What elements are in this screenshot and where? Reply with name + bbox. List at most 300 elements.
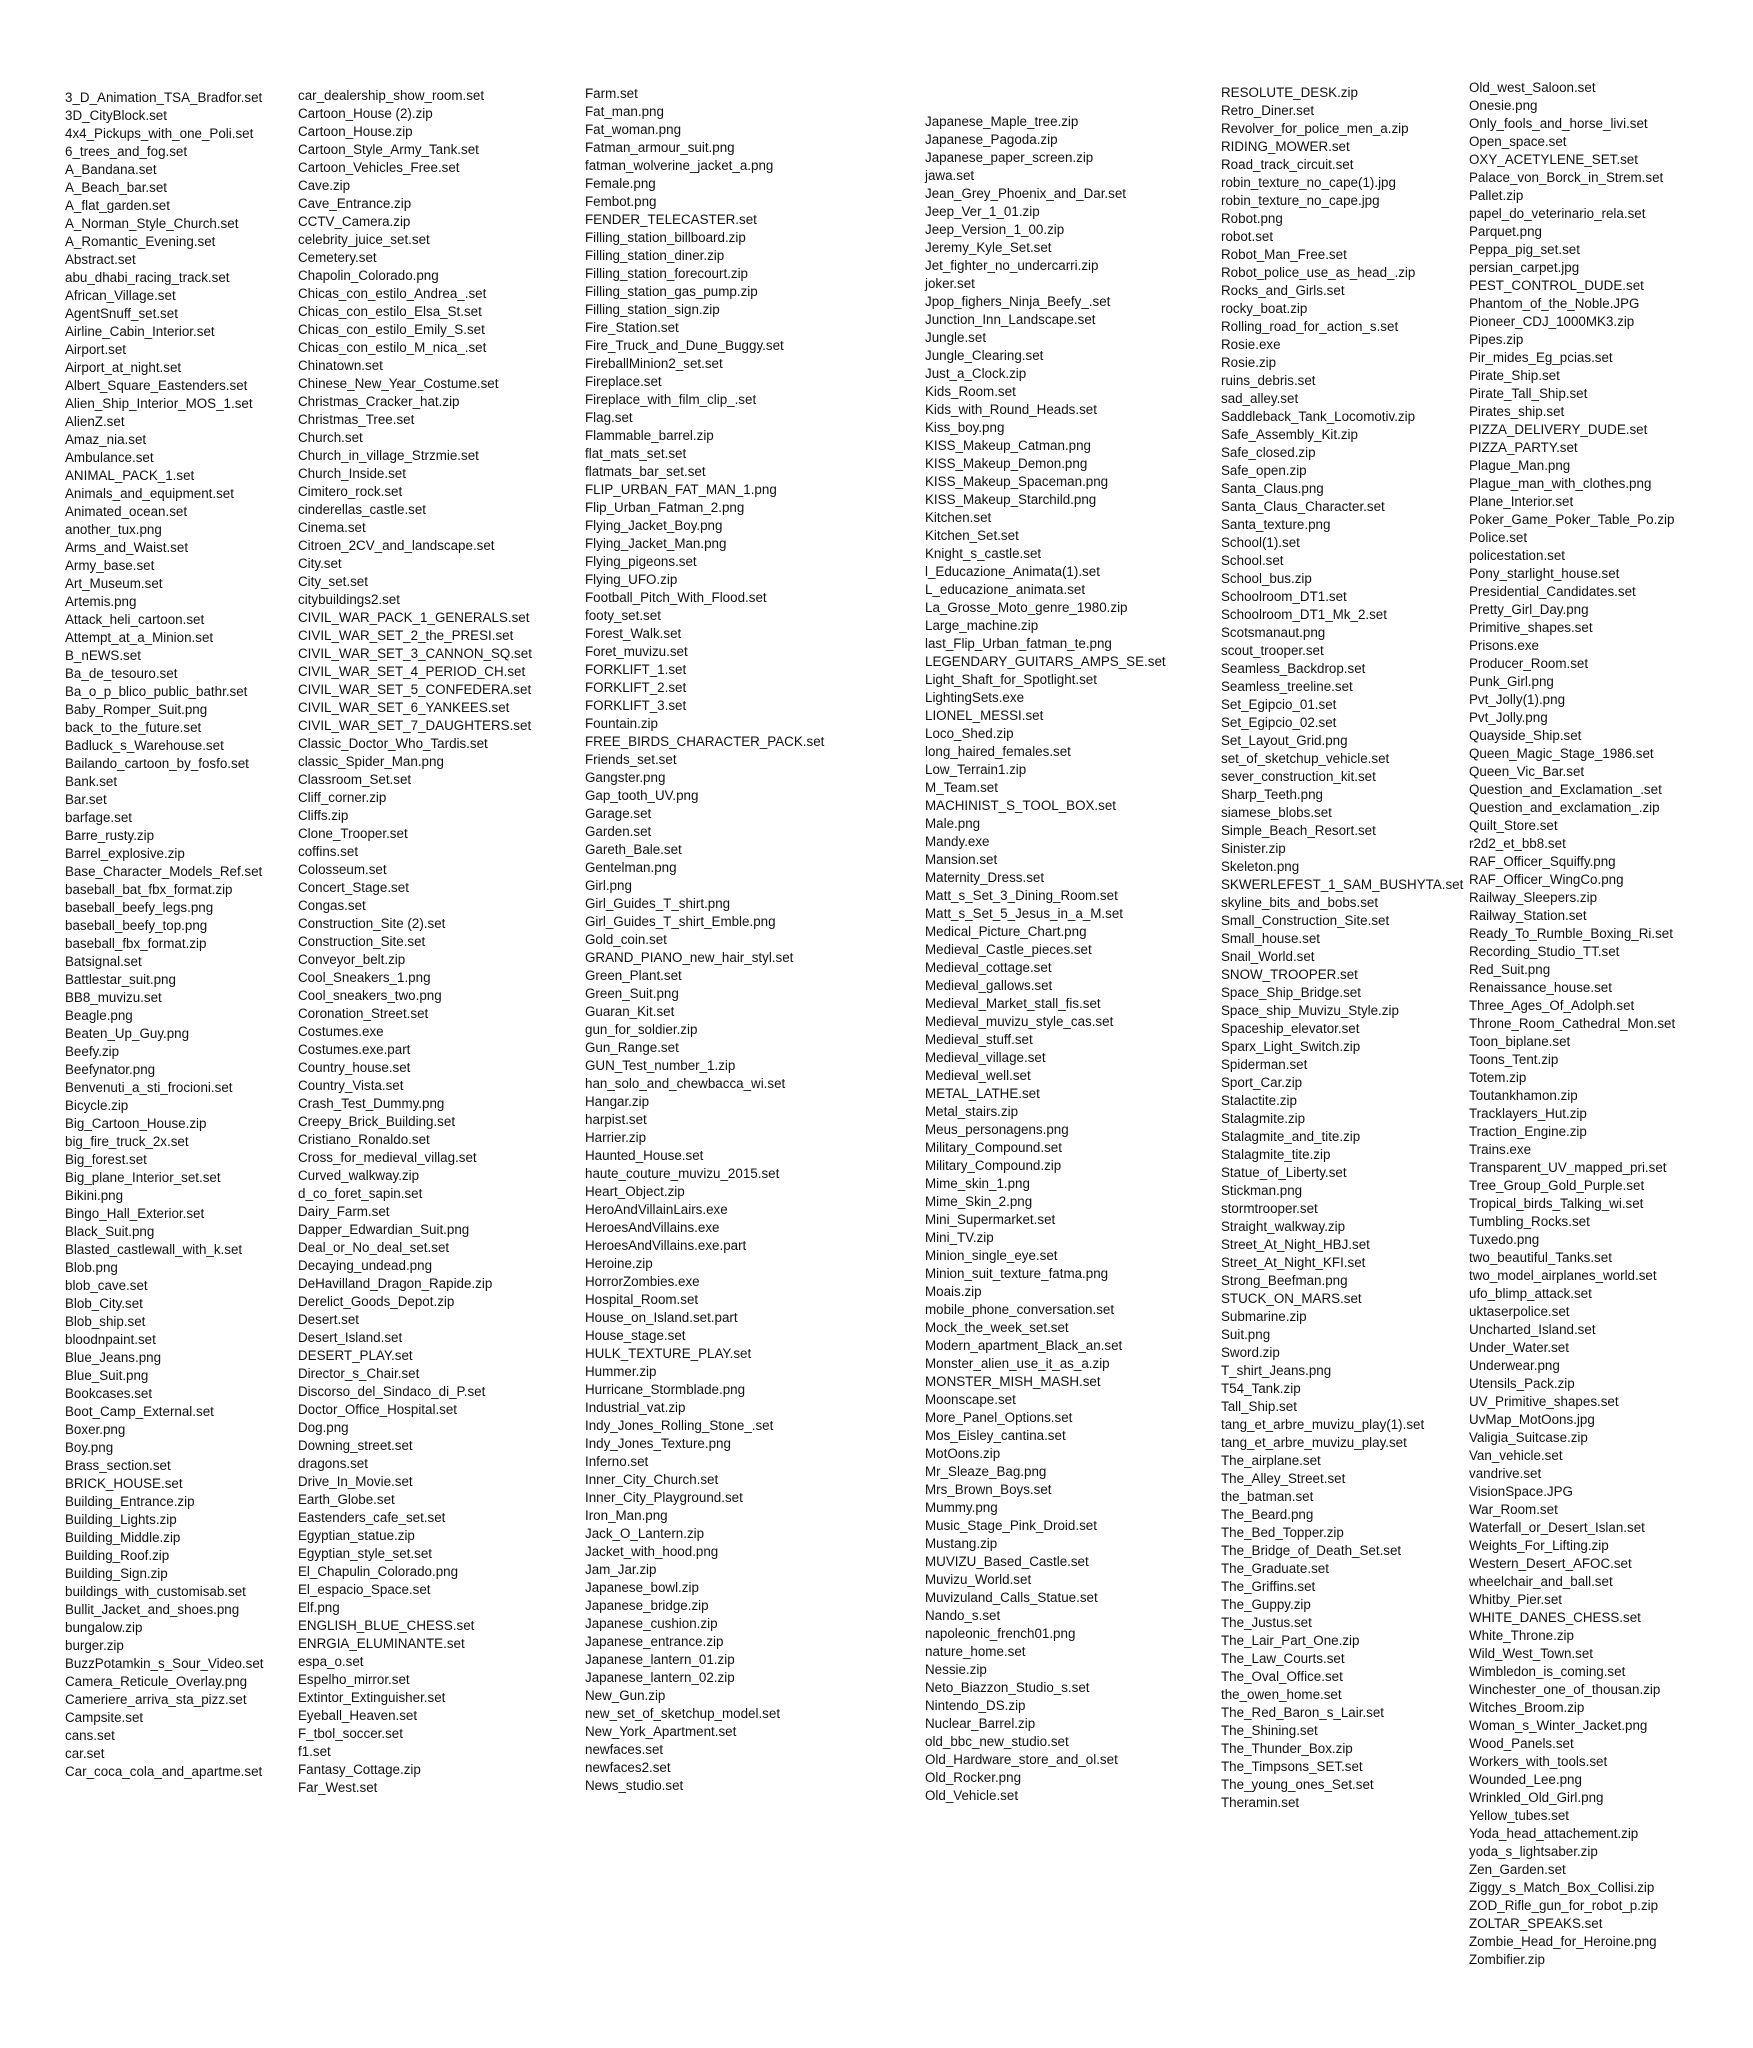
file-name-entry: Skeleton.png: [1221, 859, 1300, 874]
file-name-entry: Nuclear_Barrel.zip: [925, 1716, 1036, 1731]
file-name-entry: Nessie.zip: [925, 1662, 987, 1677]
file-name-entry: Safe_open.zip: [1221, 463, 1307, 478]
file-name-entry: FORKLIFT_2.set: [585, 680, 687, 695]
file-name-entry: footy_set.set: [585, 608, 661, 623]
file-name-entry: Robot.png: [1221, 211, 1283, 226]
file-name-entry: Jack_O_Lantern.zip: [585, 1526, 705, 1541]
file-name-entry: Producer_Room.set: [1469, 656, 1589, 671]
file-name-entry: Kiss_boy.png: [925, 420, 1005, 435]
file-name-entry: Nintendo_DS.zip: [925, 1698, 1026, 1713]
file-name-entry: Chinatown.set: [298, 358, 383, 373]
file-name-entry: SKWERLEFEST_1_SAM_BUSHYTA.set: [1221, 877, 1464, 892]
file-name-entry: A_Beach_bar.set: [65, 180, 167, 195]
file-name-entry: Jungle.set: [925, 330, 987, 345]
file-name-entry: Gangster.png: [585, 770, 666, 785]
file-name-entry: Chicas_con_estilo_Elsa_St.set: [298, 304, 482, 319]
file-name-entry: Dapper_Edwardian_Suit.png: [298, 1222, 470, 1237]
file-name-entry: GRAND_PIANO_new_hair_styl.set: [585, 950, 794, 965]
file-name-entry: Wood_Panels.set: [1469, 1736, 1574, 1751]
file-name-entry: Cinema.set: [298, 520, 366, 535]
file-name-entry: jawa.set: [925, 168, 975, 183]
file-name-entry: the_batman.set: [1221, 1489, 1314, 1504]
file-name-entry: Artemis.png: [65, 594, 137, 609]
file-name-entry: Rocks_and_Girls.set: [1221, 283, 1345, 298]
file-name-entry: Jam_Jar.zip: [585, 1562, 657, 1577]
file-name-entry: Building_Entrance.zip: [65, 1494, 195, 1509]
file-name-entry: Bar.set: [65, 792, 107, 807]
file-name-entry: MACHINIST_S_TOOL_BOX.set: [925, 798, 1116, 813]
file-name-entry: persian_carpet.jpg: [1469, 260, 1580, 275]
file-name-entry: Set_Egipcio_01.set: [1221, 697, 1337, 712]
file-name-entry: Stalagmite_tite.zip: [1221, 1147, 1331, 1162]
file-name-entry: Stickman.png: [1221, 1183, 1303, 1198]
file-name-entry: Japanese_bridge.zip: [585, 1598, 709, 1613]
file-name-entry: Mini_Supermarket.set: [925, 1212, 1056, 1227]
file-name-entry: RAF_Officer_WingCo.png: [1469, 872, 1624, 887]
file-name-entry: Metal_stairs.zip: [925, 1104, 1019, 1119]
file-name-entry: Throne_Room_Cathedral_Mon.set: [1469, 1016, 1676, 1031]
file-name-entry: Witches_Broom.zip: [1469, 1700, 1585, 1715]
file-name-entry: Attempt_at_a_Minion.set: [65, 630, 214, 645]
file-name-entry: Modern_apartment_Black_an.set: [925, 1338, 1123, 1353]
file-name-entry: Winchester_one_of_thousan.zip: [1469, 1682, 1661, 1697]
file-name-entry: robot.set: [1221, 229, 1274, 244]
file-name-entry: Arms_and_Waist.set: [65, 540, 189, 555]
file-name-entry: Cave.zip: [298, 178, 351, 193]
file-name-entry: siamese_blobs.set: [1221, 805, 1332, 820]
file-name-entry: new_set_of_sketchup_model.set: [585, 1706, 781, 1721]
file-name-entry: Garage.set: [585, 806, 652, 821]
file-name-entry: Muvizuland_Calls_Statue.set: [925, 1590, 1098, 1605]
file-name-entry: Loco_Shed.zip: [925, 726, 1014, 741]
file-name-entry: Gap_tooth_UV.png: [585, 788, 699, 803]
file-name-entry: Zombie_Head_for_Heroine.png: [1469, 1934, 1657, 1949]
file-name-entry: Flying_Jacket_Boy.png: [585, 518, 723, 533]
file-name-entry: Medieval_gallows.set: [925, 978, 1053, 993]
file-name-entry: Filling_station_gas_pump.zip: [585, 284, 758, 299]
file-name-entry: A_flat_garden.set: [65, 198, 170, 213]
file-name-entry: han_solo_and_chewbacca_wi.set: [585, 1076, 786, 1091]
file-name-entry: Tumbling_Rocks.set: [1469, 1214, 1590, 1229]
file-name-entry: CIVIL_WAR_SET_6_YANKEES.set: [298, 700, 510, 715]
file-name-entry: Jeep_Version_1_00.zip: [925, 222, 1065, 237]
file-name-entry: Pipes.zip: [1469, 332, 1524, 347]
file-name-entry: Theramin.set: [1221, 1795, 1300, 1810]
file-name-entry: Medieval_village.set: [925, 1050, 1046, 1065]
file-name-entry: UvMap_MotOons.jpg: [1469, 1412, 1595, 1427]
file-name-entry: Jungle_Clearing.set: [925, 348, 1044, 363]
file-name-entry: Pirate_Ship.set: [1469, 368, 1560, 383]
file-name-entry: KISS_Makeup_Catman.png: [925, 438, 1091, 453]
file-name-entry: Knight_s_castle.set: [925, 546, 1042, 561]
file-name-entry: Trains.exe: [1469, 1142, 1532, 1157]
file-name-entry: wheelchair_and_ball.set: [1469, 1574, 1613, 1589]
file-name-entry: Matt_s_Set_5_Jesus_in_a_M.set: [925, 906, 1124, 921]
file-name-entry: two_model_airplanes_world.set: [1469, 1268, 1657, 1283]
file-name-entry: Indy_Jones_Rolling_Stone_.set: [585, 1418, 774, 1433]
file-name-entry: Building_Lights.zip: [65, 1512, 177, 1527]
file-name-entry: d_co_foret_sapin.set: [298, 1186, 423, 1201]
file-name-entry: Fire_Station.set: [585, 320, 679, 335]
file-name-entry: Big_forest.set: [65, 1152, 147, 1167]
file-name-entry: A_Bandana.set: [65, 162, 157, 177]
file-name-entry: Filling_station_sign.zip: [585, 302, 720, 317]
file-name-entry: Pirates_ship.set: [1469, 404, 1565, 419]
file-name-entry: Curved_walkway.zip: [298, 1168, 420, 1183]
file-name-entry: Friends_set.set: [585, 752, 677, 767]
file-name-entry: ENGLISH_BLUE_CHESS.set: [298, 1618, 475, 1633]
file-name-entry: Cool_Sneakers_1.png: [298, 970, 431, 985]
file-name-entry: Beefy.zip: [65, 1044, 120, 1059]
file-name-entry: Utensils_Pack.zip: [1469, 1376, 1575, 1391]
file-name-entry: Blob_ship.set: [65, 1314, 146, 1329]
file-name-entry: A_Norman_Style_Church.set: [65, 216, 239, 231]
file-name-entry: car_dealership_show_room.set: [298, 88, 485, 103]
file-name-entry: Church_in_village_Strzmie.set: [298, 448, 479, 463]
file-name-entry: The_Red_Baron_s_Lair.set: [1221, 1705, 1385, 1720]
file-name-entry: Egyptian_style_set.set: [298, 1546, 432, 1561]
file-name-entry: FENDER_TELECASTER.set: [585, 212, 757, 227]
file-name-entry: ufo_blimp_attack.set: [1469, 1286, 1592, 1301]
file-name-entry: GUN_Test_number_1.zip: [585, 1058, 736, 1073]
file-name-entry: papel_do_veterinario_rela.set: [1469, 206, 1646, 221]
file-name-entry: The_Oval_Office.set: [1221, 1669, 1343, 1684]
file-name-entry: Mr_Sleaze_Bag.png: [925, 1464, 1047, 1479]
file-name-entry: Doctor_Office_Hospital.set: [298, 1402, 458, 1417]
file-name-entry: The_Shining.set: [1221, 1723, 1318, 1738]
file-name-entry: ZOD_Rifle_gun_for_robot_p.zip: [1469, 1898, 1659, 1913]
file-name-entry: RESOLUTE_DESK.zip: [1221, 85, 1358, 100]
file-name-entry: Egyptian_statue.zip: [298, 1528, 415, 1543]
file-name-entry: Concert_Stage.set: [298, 880, 409, 895]
file-name-entry: Big_plane_Interior_set.set: [65, 1170, 221, 1185]
file-name-entry: the_owen_home.set: [1221, 1687, 1342, 1702]
file-name-entry: last_Flip_Urban_fatman_te.png: [925, 636, 1112, 651]
file-name-entry: Fat_woman.png: [585, 122, 682, 137]
file-name-entry: old_bbc_new_studio.set: [925, 1734, 1069, 1749]
file-name-entry: Chicas_con_estilo_M_nica_.set: [298, 340, 487, 355]
file-name-entry: The_Lair_Part_One.zip: [1221, 1633, 1360, 1648]
file-name-entry: Football_Pitch_With_Flood.set: [585, 590, 767, 605]
file-name-entry: skyline_bits_and_bobs.set: [1221, 895, 1379, 910]
file-name-entry: Traction_Engine.zip: [1469, 1124, 1587, 1139]
file-name-entry: The_Guppy.zip: [1221, 1597, 1311, 1612]
file-name-entry: Cool_sneakers_two.png: [298, 988, 442, 1003]
file-name-entry: Army_base.set: [65, 558, 155, 573]
file-name-entry: Fireplace_with_film_clip_.set: [585, 392, 757, 407]
file-name-entry: Railway_Sleepers.zip: [1469, 890, 1598, 905]
file-name-entry: Saddleback_Tank_Locomotiv.zip: [1221, 409, 1416, 424]
file-name-entry: buildings_with_customisab.set: [65, 1584, 246, 1599]
file-name-entry: Conveyor_belt.zip: [298, 952, 406, 967]
file-name-entry: Bank.set: [65, 774, 118, 789]
file-name-entry: The_Beard.png: [1221, 1507, 1314, 1522]
file-name-entry: Schoolroom_DT1.set: [1221, 589, 1347, 604]
file-name-entry: Uncharted_Island.set: [1469, 1322, 1596, 1337]
file-name-entry: Gun_Range.set: [585, 1040, 679, 1055]
file-name-entry: Street_At_Night_KFI.set: [1221, 1255, 1366, 1270]
file-name-entry: Military_Compound.set: [925, 1140, 1062, 1155]
file-name-entry: Coronation_Street.set: [298, 1006, 429, 1021]
file-name-entry: Schoolroom_DT1_Mk_2.set: [1221, 607, 1387, 622]
file-name-entry: Kitchen_Set.set: [925, 528, 1019, 543]
file-name-entry: Gareth_Bale.set: [585, 842, 682, 857]
file-name-entry: yoda_s_lightsaber.zip: [1469, 1844, 1598, 1859]
file-name-entry: Campsite.set: [65, 1710, 144, 1725]
file-name-entry: Underwear.png: [1469, 1358, 1560, 1373]
file-name-entry: Church_Inside.set: [298, 466, 406, 481]
file-name-entry: Wrinkled_Old_Girl.png: [1469, 1790, 1604, 1805]
file-name-entry: Zombifier.zip: [1469, 1952, 1545, 1967]
file-name-entry: Moais.zip: [925, 1284, 982, 1299]
file-name-entry: Beagle.png: [65, 1008, 133, 1023]
file-name-entry: Railway_Station.set: [1469, 908, 1587, 923]
file-name-entry: Camera_Reticule_Overlay.png: [65, 1674, 248, 1689]
file-name-entry: blob_cave.set: [65, 1278, 148, 1293]
file-name-entry: Ba_o_p_blico_public_bathr.set: [65, 684, 248, 699]
file-name-entry: Kitchen.set: [925, 510, 992, 525]
file-name-entry: r2d2_et_bb8.set: [1469, 836, 1566, 851]
file-name-entry: Building_Roof.zip: [65, 1548, 170, 1563]
file-name-entry: Drive_In_Movie.set: [298, 1474, 413, 1489]
file-name-entry: Gentelman.png: [585, 860, 677, 875]
file-name-entry: CIVIL_WAR_SET_7_DAUGHTERS.set: [298, 718, 532, 733]
file-name-entry: Forest_Walk.set: [585, 626, 682, 641]
file-name-entry: big_fire_truck_2x.set: [65, 1134, 189, 1149]
file-name-entry: HeroAndVillainLairs.exe: [585, 1202, 728, 1217]
file-name-entry: Foret_muvizu.set: [585, 644, 688, 659]
file-name-entry: HorrorZombies.exe: [585, 1274, 700, 1289]
file-name-entry: Eastenders_cafe_set.set: [298, 1510, 446, 1525]
file-name-entry: Iron_Man.png: [585, 1508, 668, 1523]
file-name-entry: Base_Character_Models_Ref.set: [65, 864, 263, 879]
file-name-entry: Zen_Garden.set: [1469, 1862, 1566, 1877]
file-name-entry: nature_home.set: [925, 1644, 1026, 1659]
file-name-entry: Bikini.png: [65, 1188, 124, 1203]
file-name-entry: Blasted_castlewall_with_k.set: [65, 1242, 243, 1257]
file-name-entry: PEST_CONTROL_DUDE.set: [1469, 278, 1644, 293]
file-name-entry: Bookcases.set: [65, 1386, 153, 1401]
file-name-entry: Mock_the_week_set.set: [925, 1320, 1069, 1335]
file-name-entry: Battlestar_suit.png: [65, 972, 176, 987]
file-name-entry: BB8_muvizu.set: [65, 990, 162, 1005]
file-name-entry: Plane_Interior.set: [1469, 494, 1574, 509]
file-name-entry: RIDING_MOWER.set: [1221, 139, 1350, 154]
file-name-entry: VisionSpace.JPG: [1469, 1484, 1573, 1499]
file-name-entry: Cross_for_medieval_villag.set: [298, 1150, 477, 1165]
file-name-entry: Industrial_vat.zip: [585, 1400, 686, 1415]
file-name-entry: Rosie.exe: [1221, 337, 1281, 352]
file-name-entry: Chicas_con_estilo_Andrea_.set: [298, 286, 487, 301]
file-name-entry: Kids_with_Round_Heads.set: [925, 402, 1097, 417]
file-name-entry: Gold_coin.set: [585, 932, 667, 947]
file-name-entry: Ready_To_Rumble_Boxing_Ri.set: [1469, 926, 1673, 941]
file-name-entry: Art_Museum.set: [65, 576, 163, 591]
file-name-entry: f1.set: [298, 1744, 331, 1759]
file-name-entry: Bingo_Hall_Exterior.set: [65, 1206, 205, 1221]
file-name-entry: Queen_Magic_Stage_1986.set: [1469, 746, 1654, 761]
file-name-entry: Japanese_paper_screen.zip: [925, 150, 1094, 165]
file-name-entry: The_Griffins.set: [1221, 1579, 1316, 1594]
file-name-entry: DeHavilland_Dragon_Rapide.zip: [298, 1276, 493, 1291]
file-name-entry: Suit.png: [1221, 1327, 1271, 1342]
file-name-entry: Church.set: [298, 430, 363, 445]
file-name-entry: Brass_section.set: [65, 1458, 171, 1473]
file-name-entry: Airport_at_night.set: [65, 360, 182, 375]
file-name-entry: The_young_ones_Set.set: [1221, 1777, 1374, 1792]
file-name-entry: Scotsmanaut.png: [1221, 625, 1326, 640]
file-name-entry: Barrel_explosive.zip: [65, 846, 185, 861]
file-name-entry: Flammable_barrel.zip: [585, 428, 714, 443]
file-name-entry: Decaying_undead.png: [298, 1258, 433, 1273]
file-name-entry: Low_Terrain1.zip: [925, 762, 1027, 777]
file-name-entry: ANIMAL_PACK_1.set: [65, 468, 195, 483]
file-name-entry: burger.zip: [65, 1638, 124, 1653]
file-name-entry: Attack_heli_cartoon.set: [65, 612, 205, 627]
file-name-entry: Blob_City.set: [65, 1296, 143, 1311]
file-name-entry: Cartoon_House.zip: [298, 124, 413, 139]
file-name-entry: Mummy.png: [925, 1500, 998, 1515]
file-name-entry: DESERT_PLAY.set: [298, 1348, 413, 1363]
file-name-entry: Haunted_House.set: [585, 1148, 704, 1163]
file-name-entry: Tracklayers_Hut.zip: [1469, 1106, 1587, 1121]
file-name-entry: Whitby_Pier.set: [1469, 1592, 1563, 1607]
file-name-entry: Classroom_Set.set: [298, 772, 412, 787]
file-name-entry: House_stage.set: [585, 1328, 686, 1343]
file-name-entry: Small_house.set: [1221, 931, 1320, 946]
file-name-entry: The_Graduate.set: [1221, 1561, 1329, 1576]
file-name-entry: Nando_s.set: [925, 1608, 1001, 1623]
file-name-entry: Animals_and_equipment.set: [65, 486, 234, 501]
file-name-entry: SNOW_TROOPER.set: [1221, 967, 1358, 982]
file-name-entry: News_studio.set: [585, 1778, 684, 1793]
file-name-entry: LIONEL_MESSI.set: [925, 708, 1044, 723]
file-name-entry: baseball_bat_fbx_format.zip: [65, 882, 233, 897]
file-name-entry: Creepy_Brick_Building.set: [298, 1114, 456, 1129]
file-name-entry: Filling_station_forecourt.zip: [585, 266, 749, 281]
file-name-entry: cans.set: [65, 1728, 115, 1743]
file-name-entry: African_Village.set: [65, 288, 176, 303]
file-name-entry: Dog.png: [298, 1420, 349, 1435]
file-name-entry: bungalow.zip: [65, 1620, 143, 1635]
file-name-entry: Classic_Doctor_Who_Tardis.set: [298, 736, 488, 751]
file-name-entry: Big_Cartoon_House.zip: [65, 1116, 207, 1131]
file-name-entry: El_Chapulin_Colorado.png: [298, 1564, 459, 1579]
file-name-entry: Green_Suit.png: [585, 986, 679, 1001]
file-name-entry: Robot_police_use_as_head_.zip: [1221, 265, 1416, 280]
file-name-entry: rocky_boat.zip: [1221, 301, 1308, 316]
file-name-entry: City.set: [298, 556, 342, 571]
file-name-entry: Jpop_fighers_Ninja_Beefy_.set: [925, 294, 1111, 309]
file-name-entry: Safe_closed.zip: [1221, 445, 1316, 460]
file-name-entry: Question_and_Exclamation_.set: [1469, 782, 1662, 797]
file-name-entry: Girl_Guides_T_shirt.png: [585, 896, 731, 911]
file-list-column-2: [298, 87, 532, 1797]
file-name-entry: tang_et_arbre_muvizu_play.set: [1221, 1435, 1407, 1450]
file-name-entry: Medieval_Castle_pieces.set: [925, 942, 1092, 957]
file-name-entry: Amaz_nia.set: [65, 432, 147, 447]
file-name-entry: Plague_man_with_clothes.png: [1469, 476, 1652, 491]
file-list-column-4: [925, 113, 1166, 1805]
file-name-entry: Japanese_bowl.zip: [585, 1580, 699, 1595]
file-name-entry: dragons.set: [298, 1456, 368, 1471]
file-name-entry: Building_Sign.zip: [65, 1566, 168, 1581]
file-name-entry: l_Educazione_Animata(1).set: [925, 564, 1100, 579]
file-name-entry: The_Law_Courts.set: [1221, 1651, 1345, 1666]
file-name-entry: RAF_Officer_Squiffy.png: [1469, 854, 1616, 869]
file-name-entry: Cliffs.zip: [298, 808, 349, 823]
file-name-entry: Spiderman.set: [1221, 1057, 1308, 1072]
file-name-entry: Small_Construction_Site.set: [1221, 913, 1390, 928]
file-name-entry: Yoda_head_attachement.zip: [1469, 1826, 1639, 1841]
file-name-entry: Batsignal.set: [65, 954, 142, 969]
file-name-entry: Japanese_Pagoda.zip: [925, 132, 1058, 147]
file-name-entry: School_bus.zip: [1221, 571, 1312, 586]
file-name-entry: Revolver_for_police_men_a.zip: [1221, 121, 1409, 136]
file-name-entry: Bullit_Jacket_and_shoes.png: [65, 1602, 240, 1617]
file-name-entry: Boot_Camp_External.set: [65, 1404, 214, 1419]
file-name-entry: Barre_rusty.zip: [65, 828, 155, 843]
file-name-entry: Heart_Object.zip: [585, 1184, 685, 1199]
file-name-entry: Rosie.zip: [1221, 355, 1277, 370]
file-name-entry: harpist.set: [585, 1112, 647, 1127]
file-name-entry: Sword.zip: [1221, 1345, 1280, 1360]
file-name-entry: Mini_TV.zip: [925, 1230, 994, 1245]
file-name-entry: Fantasy_Cottage.zip: [298, 1762, 421, 1777]
file-name-entry: another_tux.png: [65, 522, 162, 537]
file-name-entry: Jet_fighter_no_undercarri.zip: [925, 258, 1099, 273]
file-name-entry: Christmas_Tree.set: [298, 412, 415, 427]
file-name-entry: Flying_pigeons.set: [585, 554, 697, 569]
file-name-entry: Albert_Square_Eastenders.set: [65, 378, 248, 393]
file-name-entry: Stalactite.zip: [1221, 1093, 1297, 1108]
file-name-entry: HeroesAndVillains.exe.part: [585, 1238, 747, 1253]
file-name-entry: Colosseum.set: [298, 862, 387, 877]
file-name-entry: Harrier.zip: [585, 1130, 647, 1145]
file-name-entry: T_shirt_Jeans.png: [1221, 1363, 1332, 1378]
file-name-entry: Bailando_cartoon_by_fosfo.set: [65, 756, 249, 771]
file-name-entry: Toons_Tent.zip: [1469, 1052, 1559, 1067]
file-name-entry: Building_Middle.zip: [65, 1530, 181, 1545]
file-name-entry: Cameriere_arriva_sta_pizz.set: [65, 1692, 247, 1707]
file-name-entry: MUVIZU_Based_Castle.set: [925, 1554, 1089, 1569]
file-name-entry: Only_fools_and_horse_livi.set: [1469, 116, 1648, 131]
file-name-entry: Pvt_Jolly(1).png: [1469, 692, 1566, 707]
file-name-entry: Music_Stage_Pink_Droid.set: [925, 1518, 1097, 1533]
file-name-entry: Country_house.set: [298, 1060, 411, 1075]
file-name-entry: Seamless_Backdrop.set: [1221, 661, 1366, 676]
file-name-entry: Queen_Vic_Bar.set: [1469, 764, 1585, 779]
file-name-entry: Weights_For_Lifting.zip: [1469, 1538, 1609, 1553]
file-name-entry: joker.set: [925, 276, 975, 291]
file-name-entry: 3D_CityBlock.set: [65, 108, 167, 123]
file-name-entry: Under_Water.set: [1469, 1340, 1569, 1355]
file-name-entry: Renaissance_house.set: [1469, 980, 1612, 995]
file-name-entry: KISS_Makeup_Starchild.png: [925, 492, 1097, 507]
file-name-entry: Cristiano_Ronaldo.set: [298, 1132, 430, 1147]
file-name-entry: Far_West.set: [298, 1780, 378, 1795]
file-name-entry: Wild_West_Town.set: [1469, 1646, 1594, 1661]
file-name-entry: FORKLIFT_1.set: [585, 662, 687, 677]
file-name-entry: Bicycle.zip: [65, 1098, 129, 1113]
file-name-entry: CCTV_Camera.zip: [298, 214, 411, 229]
file-name-entry: car.set: [65, 1746, 105, 1761]
file-name-entry: Strong_Beefman.png: [1221, 1273, 1348, 1288]
file-name-entry: FLIP_URBAN_FAT_MAN_1.png: [585, 482, 777, 497]
file-name-entry: Tree_Group_Gold_Purple.set: [1469, 1178, 1645, 1193]
file-name-entry: Inferno.set: [585, 1454, 649, 1469]
file-name-entry: Sinister.zip: [1221, 841, 1286, 856]
